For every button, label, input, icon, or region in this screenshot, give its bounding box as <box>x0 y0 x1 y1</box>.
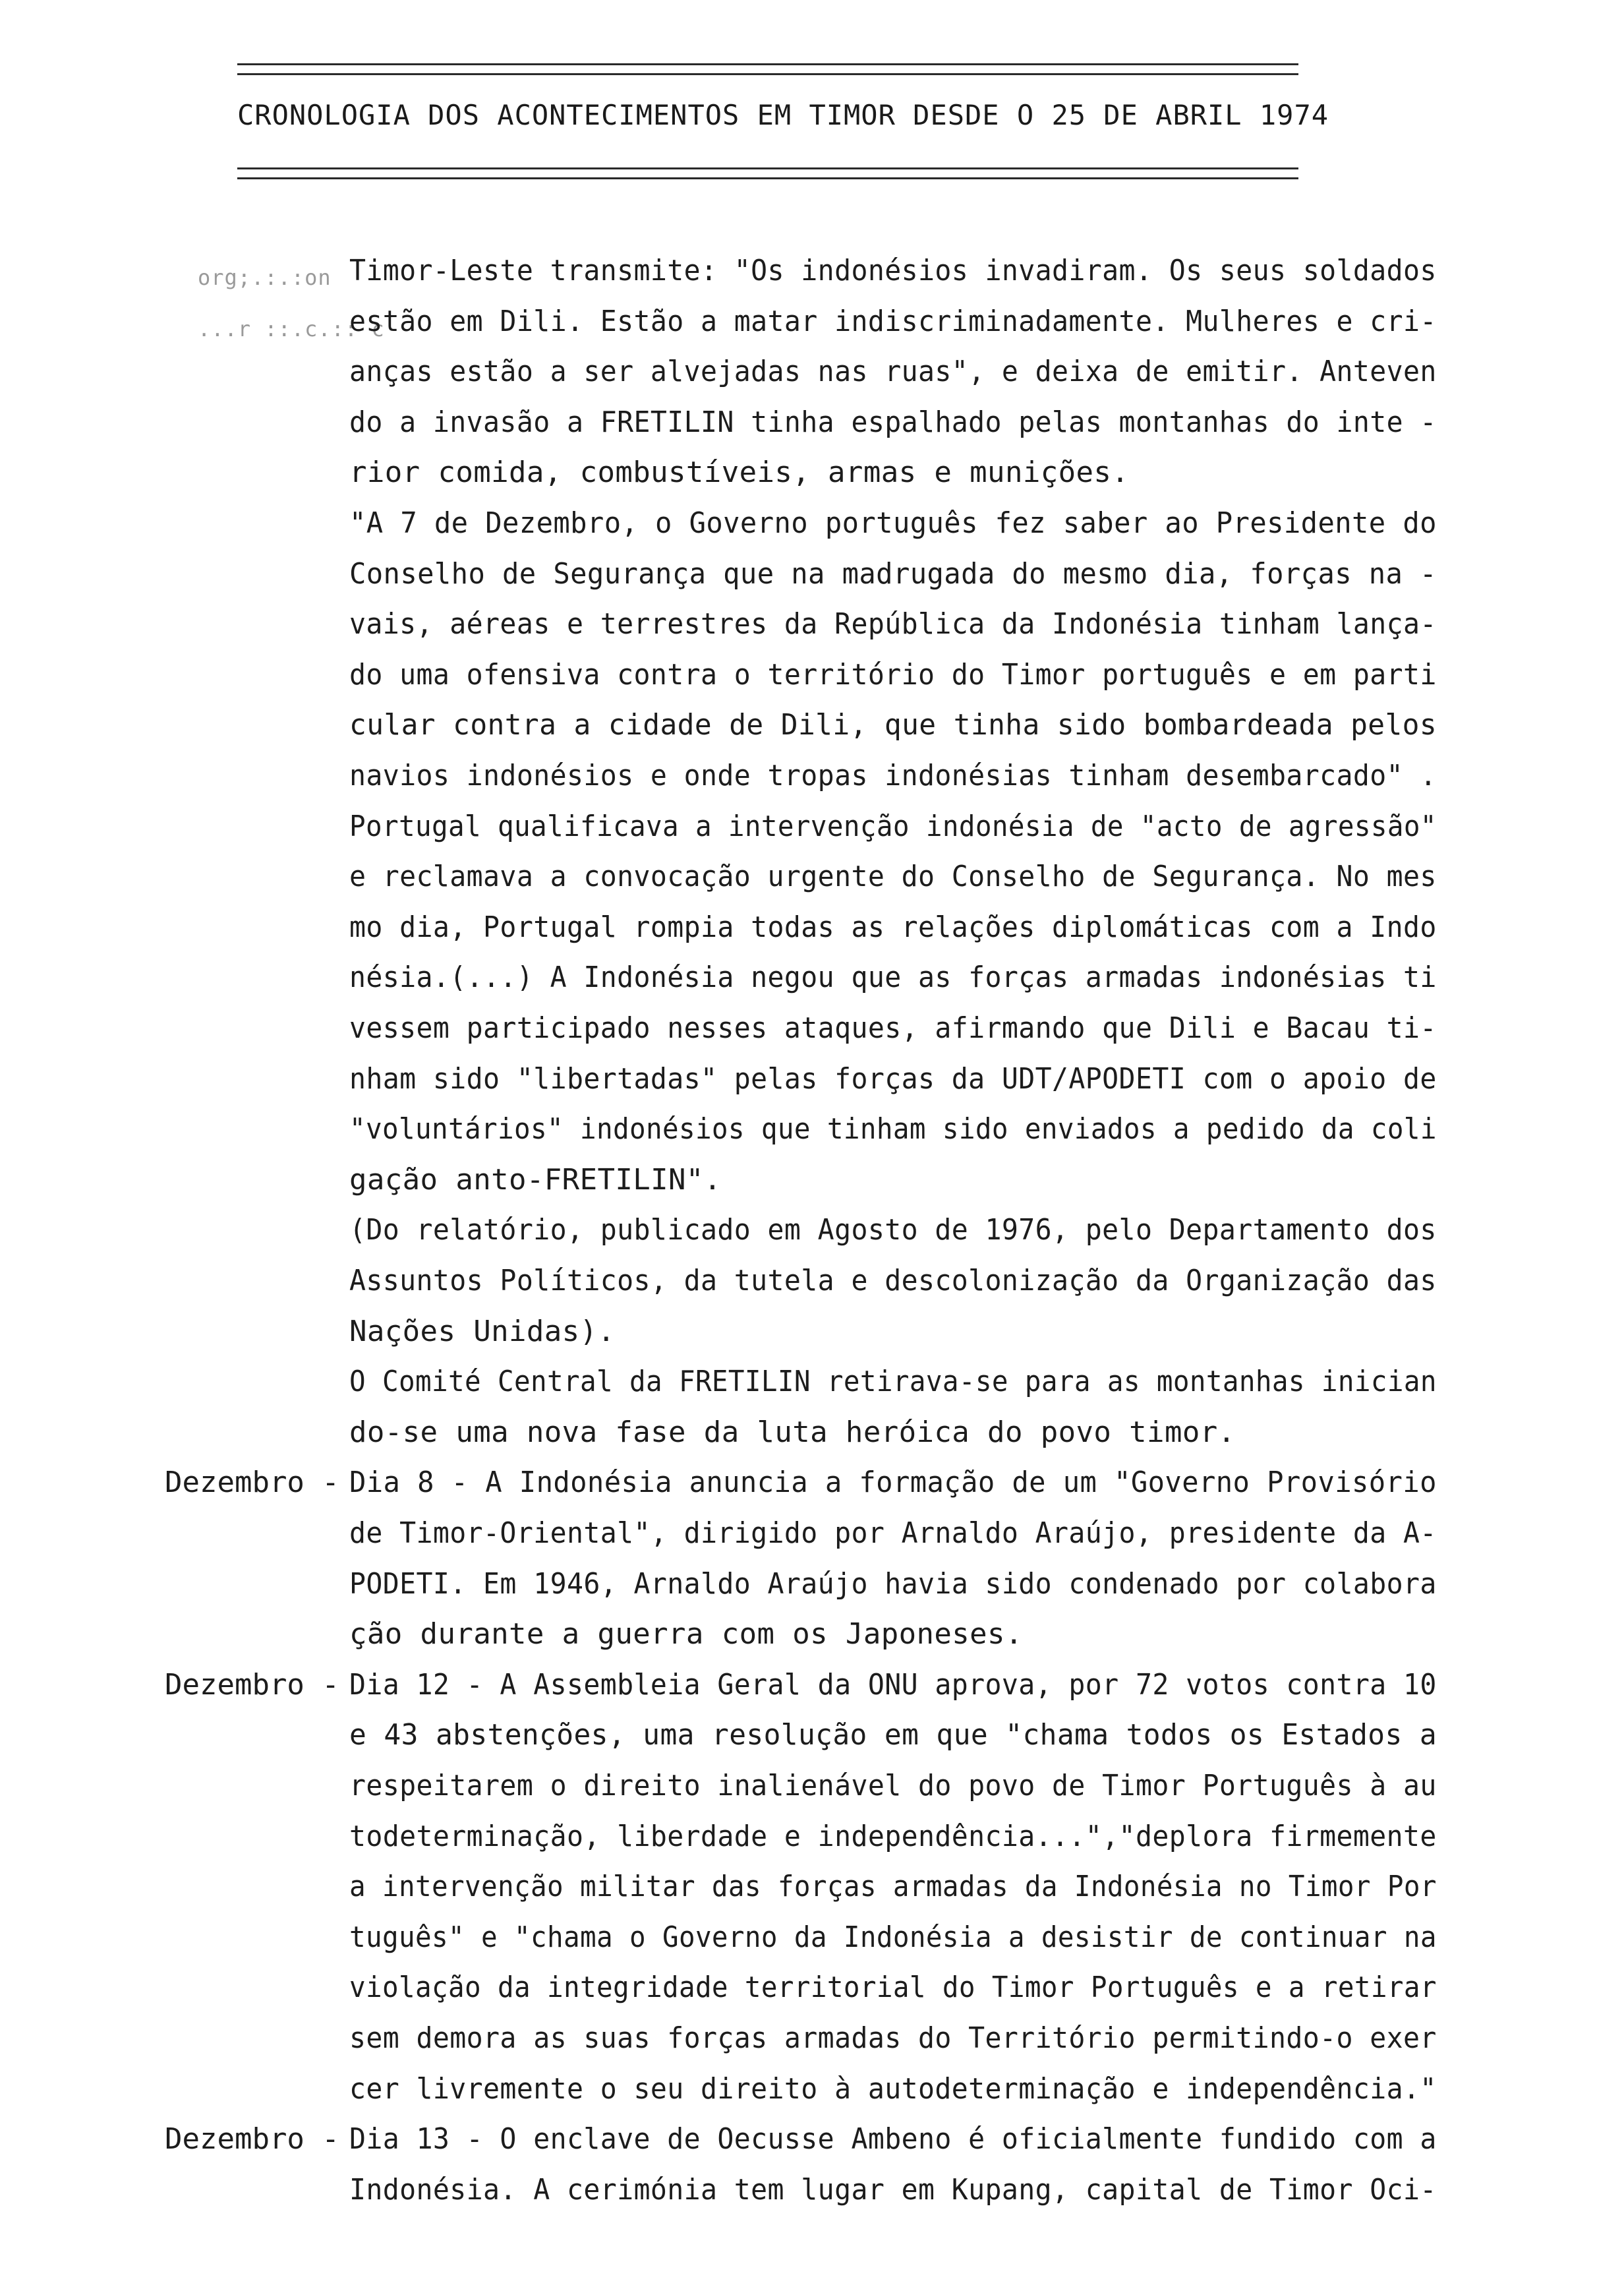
text-line: navios indonésios e onde tropas indonésias tinham desembarcado" . <box>349 759 1437 792</box>
text-line: todeterminação, liberdade e independência...","deplora firmemente <box>349 1819 1437 1853</box>
margin-ghost-text: org;.:.:on <box>198 265 332 290</box>
text-line: sem demora as suas forças armadas do Território permitindo-o exer <box>349 2021 1437 2055</box>
text-line: PODETI. Em 1946, Arnaldo Araújo havia sido condenado por colabora <box>349 1566 1437 1601</box>
text-line: do uma ofensiva contra o território do Timor português e em parti <box>349 657 1437 692</box>
text-line: e reclamava a convocação urgente do Conselho de Segurança. No mes <box>349 860 1437 894</box>
text-line: ção durante a guerra com os Japoneses. <box>349 1617 1023 1651</box>
text-line: cer livremente o seu direito à autodeterminação e independência." <box>349 2071 1437 2106</box>
text-line: vessem participado nesses ataques, afirmando que Dili e Bacau ti- <box>349 1011 1437 1045</box>
text-line: e 43 abstenções, uma resolução em que "chama todos os Estados a <box>349 1718 1437 1752</box>
page-title: CRONOLOGIA DOS ACONTECIMENTOS EM TIMOR DESDE O 25 DE ABRIL 1974 <box>237 99 1329 131</box>
header-top-rule <box>237 63 1298 75</box>
date-label: Dezembro - <box>165 1667 339 1702</box>
text-line: do a invasão a FRETILIN tinha espalhado pelas montanhas do inte - <box>349 405 1437 439</box>
text-line: Indonésia. A cerimónia tem lugar em Kupang, capital de Timor Oci- <box>349 2172 1437 2207</box>
text-line: estão em Dili. Estão a matar indiscriminadamente. Mulheres e cri- <box>349 304 1437 338</box>
text-line: Portugal qualificava a intervenção indonésia de "acto de agressão" <box>349 809 1437 843</box>
text-line: respeitarem o direito inalienável do povo de Timor Português à au <box>349 1769 1437 1802</box>
text-line: Conselho de Segurança que na madrugada do mesmo dia, forças na - <box>349 556 1437 591</box>
text-line: anças estão a ser alvejadas nas ruas", e deixa de emitir. Anteven <box>349 355 1437 389</box>
text-line: "voluntários" indonésios que tinham sido enviados a pedido da coli <box>349 1112 1437 1146</box>
text-line: Assuntos Políticos, da tutela e descolonização da Organização das <box>349 1264 1437 1297</box>
text-line: O Comité Central da FRETILIN retirava-se para as montanhas inician <box>349 1365 1437 1399</box>
text-line: cular contra a cidade de Dili, que tinha sido bombardeada pelos <box>349 708 1437 742</box>
text-line: gação anto-FRETILIN". <box>349 1162 722 1197</box>
margin-ghost-text: ...r ::.c.:: c <box>198 316 385 342</box>
text-line: do-se uma nova fase da luta heróica do povo timor. <box>349 1415 1236 1449</box>
text-line: Dia 13 - O enclave de Oecusse Ambeno é oficialmente fundido com a <box>349 2122 1437 2156</box>
text-line: Timor-Leste transmite: "Os indonésios invadiram. Os seus soldados <box>349 254 1437 287</box>
text-line: "A 7 de Dezembro, o Governo português fez saber ao Presidente do <box>349 506 1437 540</box>
date-label: Dezembro - <box>165 2122 339 2156</box>
text-line: nésia.(...) A Indonésia negou que as forças armadas indonésias ti <box>349 961 1437 995</box>
text-line: a intervenção militar das forças armadas da Indonésia no Timor Por <box>349 1870 1437 1904</box>
text-line: vais, aéreas e terrestres da República da Indonésia tinham lança- <box>349 607 1437 641</box>
text-line: Dia 8 - A Indonésia anuncia a formação de um "Governo Provisório <box>349 1466 1437 1500</box>
text-line: nham sido "libertadas" pelas forças da UDT/APODETI com o apoio de <box>349 1061 1437 1096</box>
text-line: Dia 12 - A Assembleia Geral da ONU aprova, por 72 votos contra 10 <box>349 1667 1437 1702</box>
text-line: (Do relatório, publicado em Agosto de 1976, pelo Departamento dos <box>349 1213 1437 1247</box>
date-label: Dezembro - <box>165 1466 339 1500</box>
text-line: de Timor-Oriental", dirigido por Arnaldo Araújo, presidente da A- <box>349 1516 1437 1550</box>
text-line: mo dia, Portugal rompia todas as relações diplomáticas com a Indo <box>349 910 1437 944</box>
text-line: violação da integridade territorial do Timor Português e a retirar <box>349 1971 1437 2005</box>
text-line: Nações Unidas). <box>349 1314 616 1348</box>
text-line: rior comida, combustíveis, armas e munições. <box>349 456 1130 490</box>
text-line: tuguês" e "chama o Governo da Indonésia a desistir de continuar na <box>349 1920 1437 1954</box>
header-bottom-rule <box>237 167 1298 179</box>
